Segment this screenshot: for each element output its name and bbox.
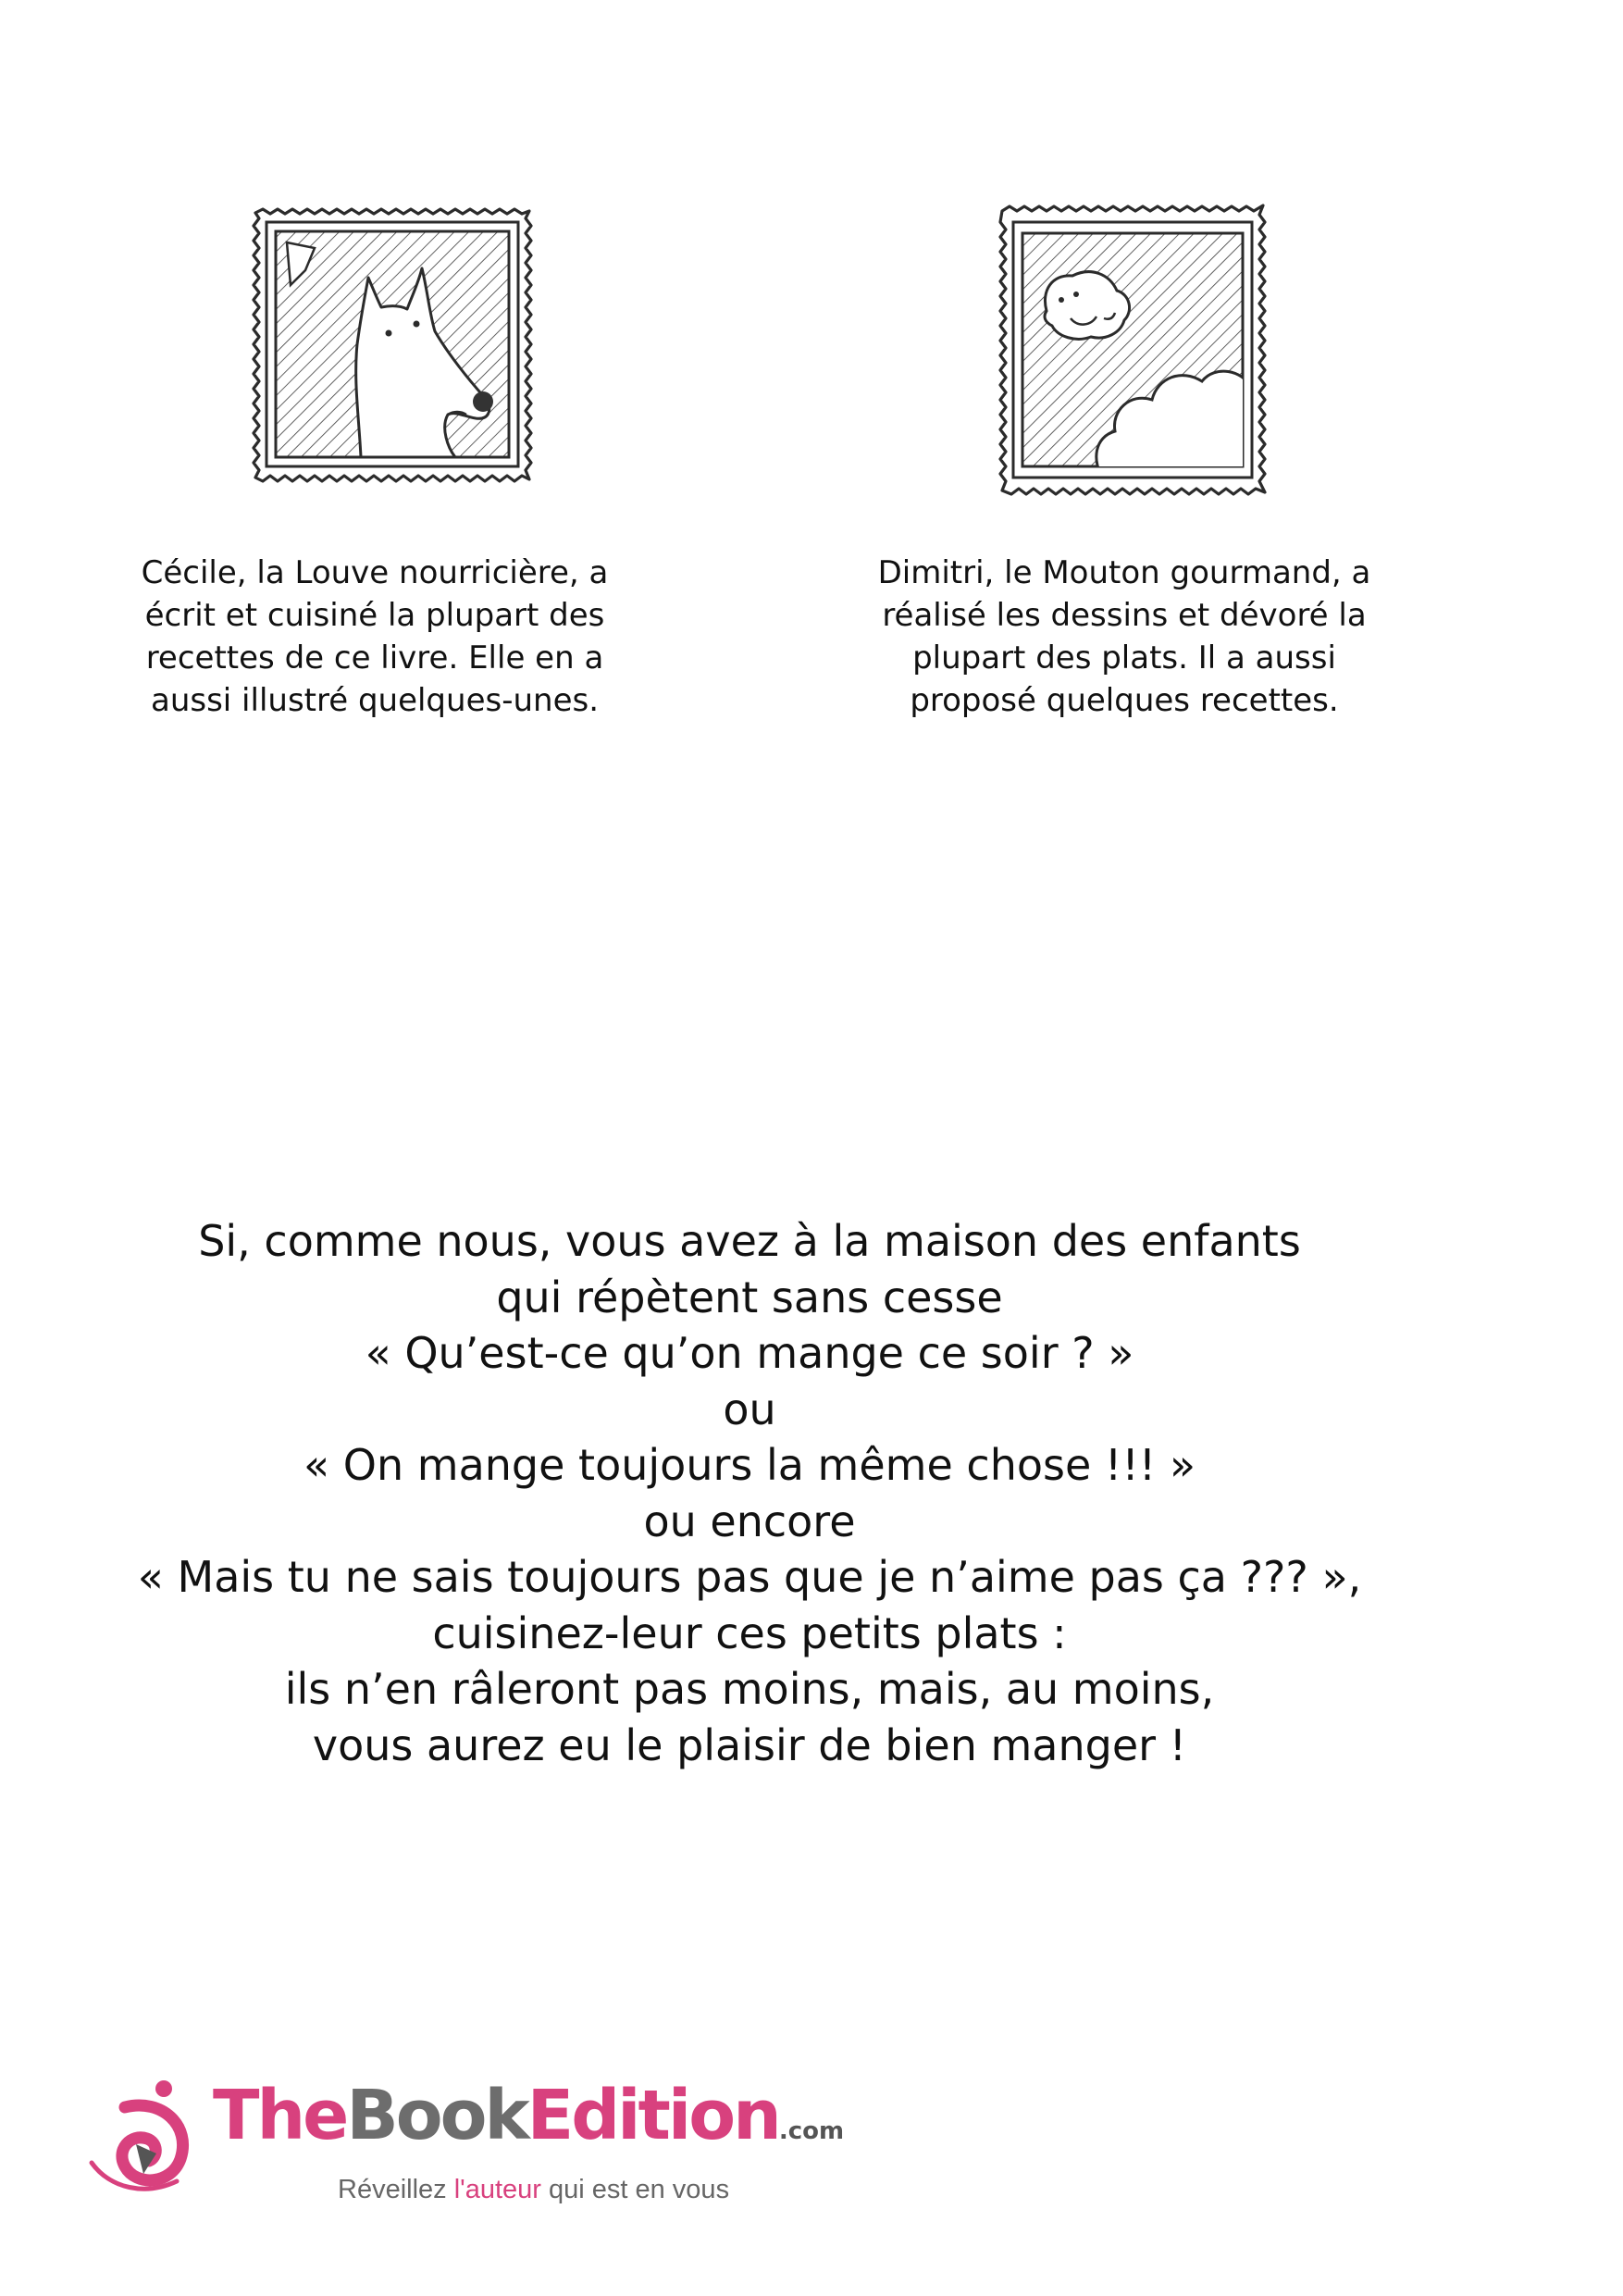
bio-line: écrit et cuisiné la plupart des (144, 597, 605, 634)
blurb-line: « Mais tu ne sais toujours pas que je n’aime pas ça ??? », (137, 1552, 1362, 1602)
bio-line: proposé quelques recettes. (910, 682, 1339, 719)
bio-line: Cécile, la Louve nourricière, a (141, 554, 609, 591)
blurb-line: ou (723, 1384, 776, 1434)
tagline-post: qui est en vous (540, 2175, 730, 2204)
sheep-stamp-illustration (995, 202, 1272, 503)
blurb-line: cuisinez-leur ces petits plats : (432, 1607, 1067, 1658)
brand-wordmark (213, 2076, 845, 2155)
bio-line: aussi illustré quelques-unes. (150, 682, 600, 719)
blurb-line: Si, comme nous, vous avez à la maison des enfants (198, 1216, 1301, 1266)
wordmark-edition: Edition (527, 2076, 779, 2155)
brand-tagline (338, 2175, 729, 2205)
wordmark-dotcom: .com (778, 2117, 845, 2145)
blurb-line: ils n’en râleront pas moins, mais, au moins, (284, 1664, 1215, 1714)
tagline-pre: Réveillez (338, 2175, 454, 2204)
wordmark-book: Book (346, 2076, 527, 2155)
blurb-line: qui répètent sans cesse (496, 1272, 1003, 1322)
person-swirl-icon (88, 2078, 208, 2198)
back-cover-blurb (120, 1213, 1379, 1773)
author-bio-cecile (111, 552, 638, 722)
publisher-logo (88, 2076, 845, 2226)
bio-line: réalisé les dessins et dévoré la (882, 597, 1367, 634)
wolf-stamp-illustration (250, 205, 537, 488)
blurb-line: « On mange toujours la même chose !!! » (304, 1440, 1196, 1490)
blurb-line: vous aurez eu le plaisir de bien manger ! (312, 1719, 1187, 1770)
blurb-line: « Qu’est-ce qu’on mange ce soir ? » (365, 1328, 1134, 1378)
author-bio-dimitri (861, 552, 1388, 722)
bio-line: Dimitri, le Mouton gourmand, a (877, 554, 1371, 591)
bio-line: plupart des plats. Il a aussi (912, 639, 1336, 676)
blurb-line: ou encore (643, 1496, 856, 1546)
bio-line: recettes de ce livre. Elle en a (145, 639, 604, 676)
wordmark-the: The (213, 2076, 347, 2155)
tagline-highlight: l'auteur (453, 2175, 541, 2204)
